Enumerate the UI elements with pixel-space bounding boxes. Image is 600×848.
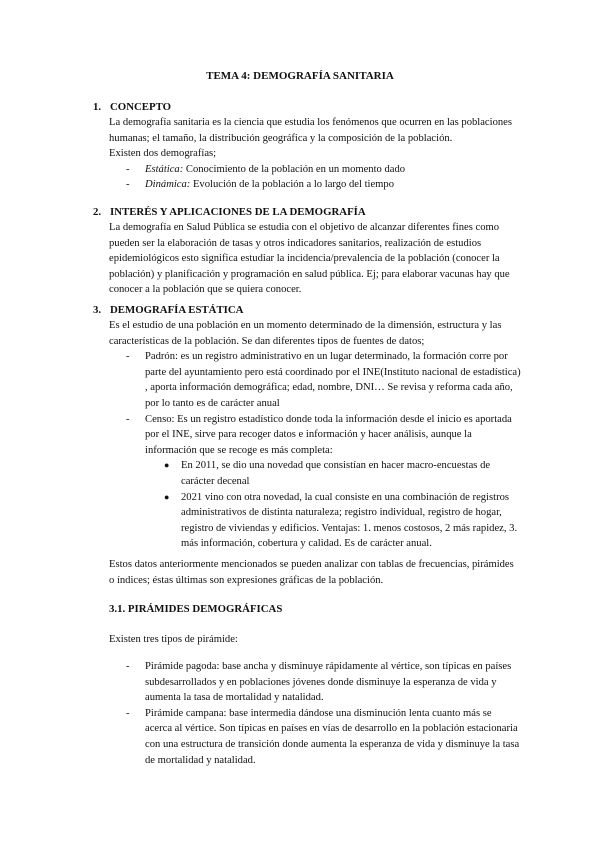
- term-label: Dinámica:: [145, 179, 191, 191]
- section-3-paragraph: Es el estudio de una población en un momento determinado de la dimensión, estructura y las características de la población. Se dan diferentes tipos de fuentes de datos;: [109, 320, 502, 347]
- list-item-censo: - Censo: Es un registro estadístico donde toda la información desde el inicio es aportada por el INE, sirve para recoger datos e información y hacer análisis, aunque la información que se recoge es más completa:: [109, 412, 521, 459]
- term-text: Conocimiento de la población en un momento dado: [183, 163, 406, 175]
- bullet-item: ● En 2011, se dio una novedad que consistían en hacer macro-encuestas de carácter decenal: [109, 458, 521, 489]
- bullet-item: ● 2021 vino con otra novedad, la cual consiste en una combinación de registros administrativos de distinta naturaleza; registro individual, registro de hogar, registro de viviendas y edificios. Ventajas: 1. menos costosos, 2 más rapidez, 3. más información, cobertura y calidad. Es de carácter anual.: [109, 490, 521, 552]
- list-item-piramide-campana: - Pirámide campana: base intermedia dándose una disminución lenta cuanto más se acerca al vértice. Son típicas en países en vías de desarrollo en la población estacionaria con una estructura de transición donde aumenta la esperanza de vida y disminuye la tasa de mortalidad y natalidad.: [109, 706, 521, 768]
- list-item-padron: - Padrón: es un registro administrativo en un lugar determinado, la formación corre por parte del ayuntamiento pero está coordinado por el INE(Instituto nacional de estadística) , aporta información demográfica; edad, nombre, DNI… Se revisa y reforma cada año, por lo tanto es de carácter anual: [109, 349, 521, 411]
- list-item-dinamica: [109, 177, 521, 193]
- section-2-body: [109, 220, 521, 298]
- section-3-number: 3.: [93, 304, 102, 316]
- list-item-estatica: [109, 162, 521, 178]
- section-3-closing: [109, 557, 521, 588]
- section-2-title: INTERÉS Y APLICACIONES DE LA DEMOGRAFÍA: [110, 206, 366, 218]
- section-1-intro: Existen dos demografías;: [109, 148, 217, 160]
- section-1-title: CONCEPTO: [110, 101, 171, 113]
- subsection-3-1-paragraph: Existen tres tipos de pirámide:: [109, 634, 238, 645]
- section-3-title: DEMOGRAFÍA ESTÁTICA: [110, 304, 244, 316]
- subsection-3-1-intro: [109, 632, 521, 648]
- section-2-paragraph: La demografía en Salud Pública se estudia con el objetivo de alcanzar diferentes fines como pueden ser la elaboración de tasas y otros indicadores sanitarios, realización de estudios epidemiológicos esto significa estudiar la incidencia/prevalencia de la población (conocer la población) y planificación y programación en salud pública. Ej; para elaborar vacunas hay que conocer a la población que se quiera conocer.: [109, 222, 510, 296]
- list-item-piramide-pagoda: - Pirámide pagoda: base ancha y disminuye rápidamente al vértice, son típicas en países subdesarrollados y en poblaciones jóvenes donde disminuye la esperanza de vida y aumenta la tasa de mortalidad y natalidad.: [109, 659, 521, 706]
- section-2-number: 2.: [93, 206, 102, 218]
- term-text: Evolución de la población a lo largo del tiempo: [190, 179, 394, 191]
- section-1-body: [109, 115, 521, 193]
- section-1-heading: [93, 100, 171, 116]
- page-title: TEMA 4: DEMOGRAFÍA SANITARIA: [206, 70, 394, 82]
- section-1-paragraph: La demografía sanitaria es la ciencia que estudia los fenómenos que ocurren en las poblaciones humanas; el tamaño, la distribución geográfica y la composición de la población.: [109, 117, 512, 144]
- term-label: Estática:: [145, 163, 184, 175]
- section-3-heading: [93, 303, 243, 319]
- section-3-body: [109, 318, 521, 552]
- subsection-3-1-list: [109, 659, 521, 768]
- subsection-3-1-heading: 3.1. PIRÁMIDES DEMOGRÁFICAS: [109, 603, 283, 615]
- section-2-heading: [93, 205, 366, 221]
- section-3-closing-paragraph: Estos datos anteriormente mencionados se pueden analizar con tablas de frecuencias, pirámides o índices; éstas últimas son expresiones gráficas de la población.: [109, 559, 514, 586]
- section-1-number: 1.: [93, 101, 102, 113]
